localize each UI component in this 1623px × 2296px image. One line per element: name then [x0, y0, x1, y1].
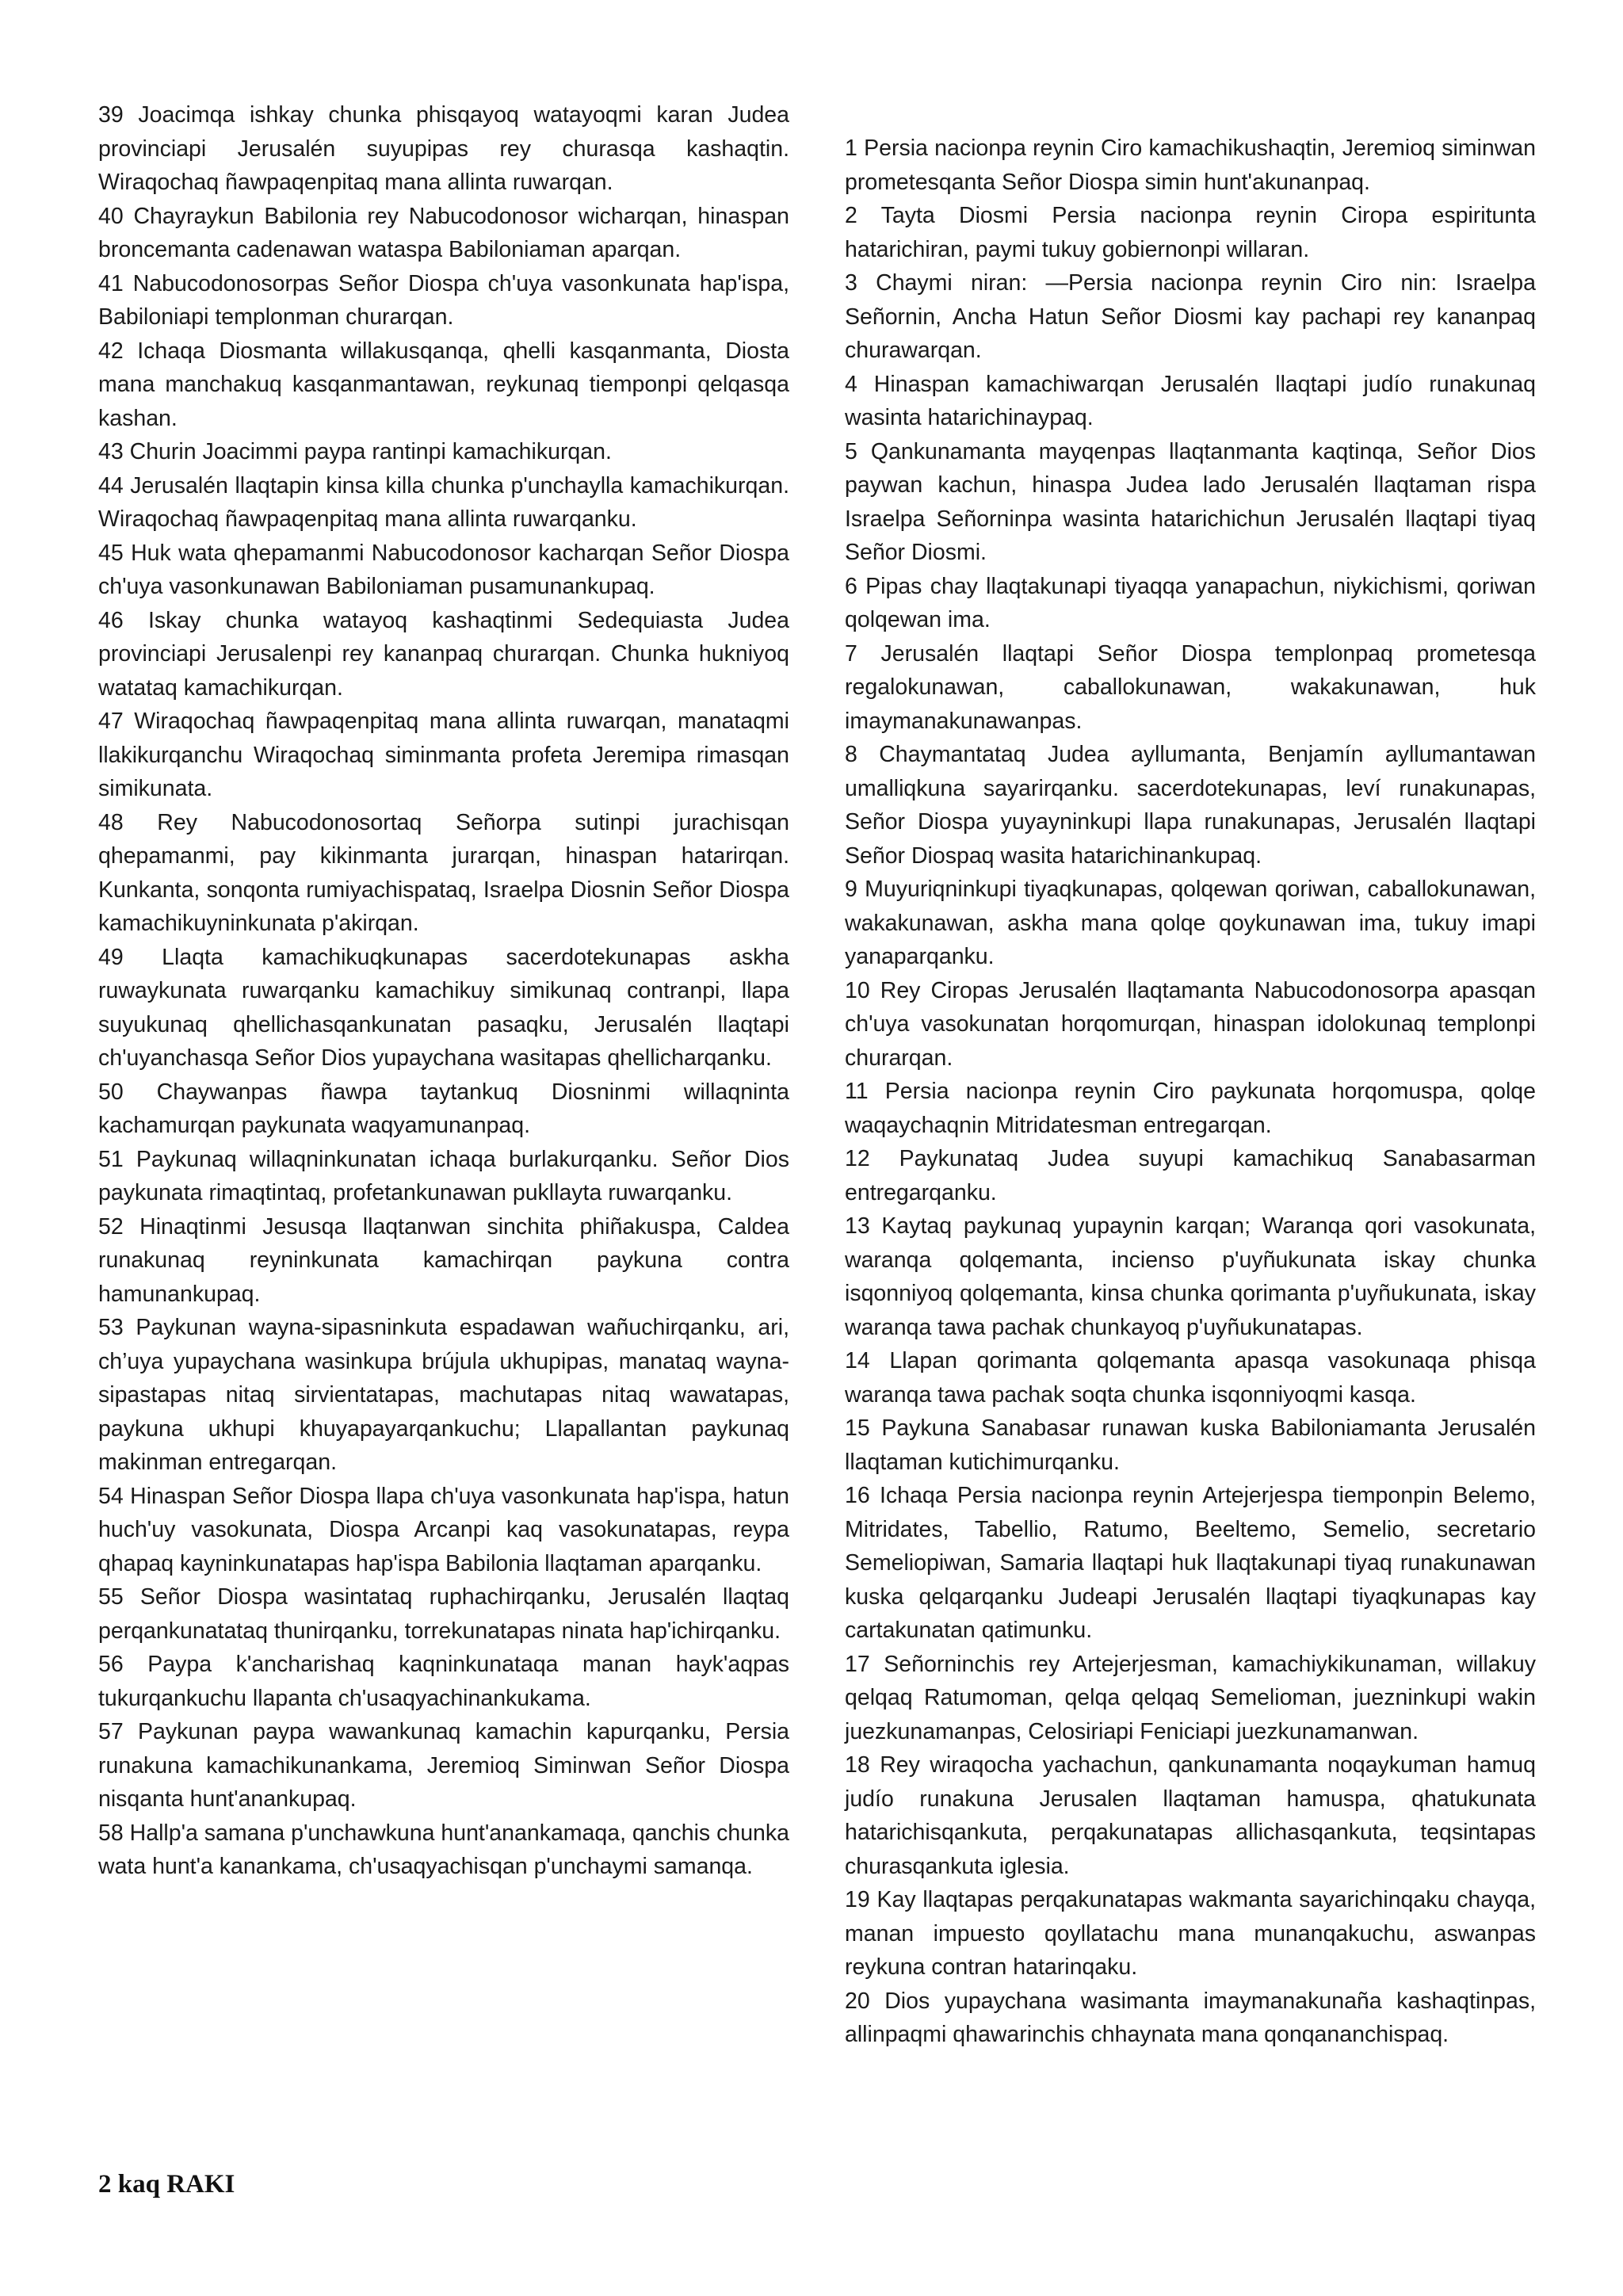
verse-paragraph: 16 Ichaqa Persia nacionpa reynin Artejerjespa tiemponpin Belemo, Mitridates, Tabellio, Ratumo, Beeltemo, Semelio, secretario Semeliopiwan, Samaria llaqtapi huk llaqtakunapi tiyaq runakunawan kuska qelqarqanku Judeapi Jerusalén llaqtapi tiyaqkunapas kay cartakunatan qatimunku. [845, 1483, 1536, 1643]
verse-paragraph: 56 Paypa k'ancharishaq kaqninkunataqa manan hayk'aqpas tukurqankuchu llapanta ch'usaqyachinankukama. [98, 1652, 789, 1711]
verse-paragraph: 41 Nabucodonosorpas Señor Diospa ch'uya vasonkunata hap'ispa, Babiloniapi templonman churarqan. [98, 270, 789, 330]
verse-paragraph: 50 Chaywanpas ñawpa taytankuq Diosninmi willaqninta kachamurqan paykunata waqyamunanpaq. [98, 1079, 789, 1138]
verse-paragraph: 10 Rey Ciropas Jerusalén llaqtamanta Nabucodonosorpa apasqan ch'uya vasokunatan horqomurqan, hinaspan idolokunaq templonpi churarqan. [845, 977, 1536, 1071]
verse-paragraph: 7 Jerusalén llaqtapi Señor Diospa templonpaq prometesqa regalokunawan, caballokunawan, wakakunawan, huk imaymanakunawanpas. [845, 640, 1536, 734]
verse-paragraph: 54 Hinaspan Señor Diospa llapa ch'uya vasonkunata hap'ispa, hatun huch'uy vasokunata, Diospa Arcanpi kaq vasokunatapas, reypa qhapaq kayninkunatapas hap'ispa Babilonia llaqtaman aparqanku. [98, 1483, 789, 1576]
verse-paragraph: 52 Hinaqtinmi Jesusqa llaqtanwan sinchita phiñakuspa, Caldea runakunaq reyninkunata kamachirqan paykuna contra hamunankupaq. [98, 1213, 789, 1307]
verse-paragraph: 20 Dios yupaychana wasimanta imaymanakunaña kashaqtinpas, allinpaqmi qhawarinchis chhaynata mana qonqananchispaq. [845, 1988, 1536, 2047]
right-column [845, 132, 1536, 2052]
verse-paragraph: 58 Hallp'a samana p'unchawkuna hunt'anankamaqa, qanchis chunka wata hunt'a kanankama, ch'usaqyachisqan p'unchaymi samanqa. [98, 1820, 789, 1879]
verse-paragraph: 5 Qankunamanta mayqenpas llaqtanmanta kaqtinqa, Señor Dios paywan kachun, hinaspa Judea lado Jerusalén llaqtaman rispa Israelpa Señorninpa wasinta hatarichichun Jerusalén llaqtapi tiyaq Señor Diosmi. [845, 438, 1536, 565]
verse-paragraph: 18 Rey wiraqocha yachachun, qankunamanta noqaykuman hamuq judío runakuna Jerusalen llaqtaman hamuspa, qhatukunata hatarichisqankuta, perqakunatapas allichasqankuta, teqsintapas churasqankuta iglesia. [845, 1752, 1536, 1879]
verse-paragraph: 9 Muyuriqninkupi tiyaqkunapas, qolqewan qoriwan, caballokunawan, wakakunawan, askha mana qolqe qoykunawan ima, tukuy imapi yanaparqanku. [845, 877, 1536, 969]
verse-paragraph: 53 Paykunan wayna-sipasninkuta espadawan wañuchirqanku, ari, ch’uya yupaychana wasinkupa brújula ukhupipas, manataq wayna-sipastapas nitaq sirvientatapas, machutapas nitaq wawatapas, paykuna ukhupi khuyapayarqankuchu; Llapallantan paykunaq makinman entregarqan. [98, 1315, 789, 1475]
verse-paragraph: 2 Tayta Diosmi Persia nacionpa reynin Ciropa espirituntа hatarichiran, paymi tukuy gobiernonpi willaran. [845, 203, 1536, 262]
verse-paragraph: 48 Rey Nabucodonosortaq Señorpa sutinpi jurachisqan qhepamanmi, pay kikinmanta jurarqan, hinaspan hatarirqan. Kunkanta, sonqonta rumiyachispataq, Israelpa Diosnin Señor Diospa kamachikuyninkunata p'akirqan. [98, 809, 789, 936]
verse-paragraph: 12 Paykunataq Judea suyupi kamachikuq Sanabasarman entregarqanku. [845, 1146, 1536, 1205]
left-column [98, 98, 789, 1884]
verse-paragraph: 47 Wiraqochaq ñawpaqenpitaq mana allinta ruwarqan, manataqmi llakikurqanchu Wiraqochaq siminmanta profeta Jeremipa rimasqan simikunata. [98, 709, 789, 801]
verse-paragraph: 15 Paykuna Sanabasar runawan kuska Babiloniamanta Jerusalén llaqtaman kutichimurqanku. [845, 1415, 1536, 1475]
verse-paragraph: 43 Churin Joacimmi paypa rantinpi kamachikurqan. [98, 439, 612, 464]
verse-paragraph: 11 Persia nacionpa reynin Ciro paykunata horqomuspa, qolqe waqaychaqnin Mitridatesman entregarqan. [845, 1079, 1536, 1138]
verse-paragraph: 55 Señor Diospa wasintataq ruphachirqanku, Jerusalén llaqtaq perqankunatataq thunirqanku, torrekunatapas ninata hap'ichirqanku. [98, 1584, 789, 1644]
verse-paragraph: 14 Llapan qorimanta qolqemanta apasqa vasokunaqa phisqa waranqa tawa pachak soqta chunka isqonniyoqmi kasqa. [845, 1348, 1536, 1408]
verse-paragraph: 8 Chaymantataq Judea ayllumanta, Benjamín ayllumantawan umalliqkuna sayarirqanku. sacerdotekunapas, leví runakunapas, Señor Diospa yuyayninkupi llapa runakunapas, Jerusalén llaqtapi Señor Diospaq wasita hatarichinankupaq. [845, 742, 1536, 869]
verse-paragraph: 42 Ichaqa Diosmanta willakusqanqa, qhelli kasqanmanta, Diosta mana manchakuq kasqanmantawan, reykunaq tiemponpi qelqasqa kashan. [98, 338, 789, 431]
verse-paragraph: 49 Llaqta kamachikuqkunapas sacerdotekunapas askha ruwaykunata ruwarqanku kamachikuy simikunaq contranpi, llapa suyukunaq qhellichasqankunatan pasaqku, Jerusalén llaqtapi ch'uyanchasqa Señor Dios yupaychana wasitapas qhellicharqanku. [98, 944, 789, 1071]
verse-paragraph: 17 Señorninchis rey Artejerjesman, kamachiykikunaman, willakuy qelqaq Ratumoman, qelqa qelqaq Semelioman, juezninkupi wakin juezkunamanpas, Celosiriapi Feniciapi juezkunamanwan. [845, 1651, 1536, 1744]
verse-paragraph: 4 Hinaspan kamachiwarqan Jerusalén llaqtapi judío runakunaq wasinta hatarichinaypaq. [845, 371, 1536, 430]
verse-paragraph: 46 Iskay chunka watayoq kashaqtinmi Sedequiasta Judea provinciapi Jerusalenpi rey kananpaq churarqan. Chunka hukniyoq watataq kamachikurqan. [98, 607, 789, 701]
page-footer: 2 kaq RAKI [98, 2170, 235, 2199]
verse-paragraph: 45 Huk wata qhepamanmi Nabucodonosor kacharqan Señor Diospa ch'uya vasonkunawan Babiloniaman pusamunankupaq. [98, 540, 789, 599]
verse-paragraph: 39 Joacimqa ishkay chunka phisqayoq watayoqmi karan Judea provinciapi Jerusalén suyupipas rey churasqa kashaqtin. Wiraqochaq ñawpaqenpitaq mana allinta ruwarqan. [98, 102, 789, 195]
verse-paragraph: 3 Chaymi niran: —Persia nacionpa reynin Ciro nin: Israelpa Señornin, Ancha Hatun Señor Diosmi kay pachapi rey kananpaq churawarqan. [845, 270, 1536, 363]
verse-paragraph: 44 Jerusalén llaqtapin kinsa killa chunka p'unchaylla kamachikurqan. Wiraqochaq ñawpaqenpitaq mana allinta ruwarqanku. [98, 472, 789, 532]
verse-paragraph: 19 Kay llaqtapas perqakunatapas wakmanta sayarichinqaku chayqa, manan impuesto qoyllatachu mana munanqakuchu, aswanpas reykuna contran hatarinqaku. [845, 1887, 1536, 1980]
verse-paragraph: 6 Pipas chay llaqtakunapi tiyaqqa yanapachun, niykichismi, qoriwan qolqewan ima. [845, 573, 1536, 632]
verse-paragraph: 51 Paykunaq willaqninkunatan ichaqa burlakurqanku. Señor Dios paykunata rimaqtintaq, profetankunawan pukllayta ruwarqanku. [98, 1146, 789, 1205]
verse-paragraph: 40 Chayraykun Babilonia rey Nabucodonosor wicharqan, hinaspan broncemanta cadenawan wataspa Babiloniaman aparqan. [98, 203, 789, 262]
verse-paragraph: 1 Persia nacionpa reynin Ciro kamachikushaqtin, Jeremioq siminwan prometesqanta Señor Diospa simin hunt'akunanpaq. [845, 136, 1536, 195]
verse-paragraph: 57 Paykunan paypa wawankunaq kamachin kapurqanku, Persia runakuna kamachikunankama, Jeremioq Siminwan Señor Diospa nisqanta hunt'anankupaq. [98, 1719, 789, 1812]
verse-paragraph: 13 Kaytaq paykunaq yupaynin karqan; Waranqa qori vasokunata, waranqa qolqemanta, incienso p'uyñukunata iskay chunka isqonniyoq qolqemanta, kinsa chunka qorimanta p'uyñukunata, iskay waranqa tawa pachak chunkayoq p'uyñukunatapas. [845, 1213, 1536, 1340]
